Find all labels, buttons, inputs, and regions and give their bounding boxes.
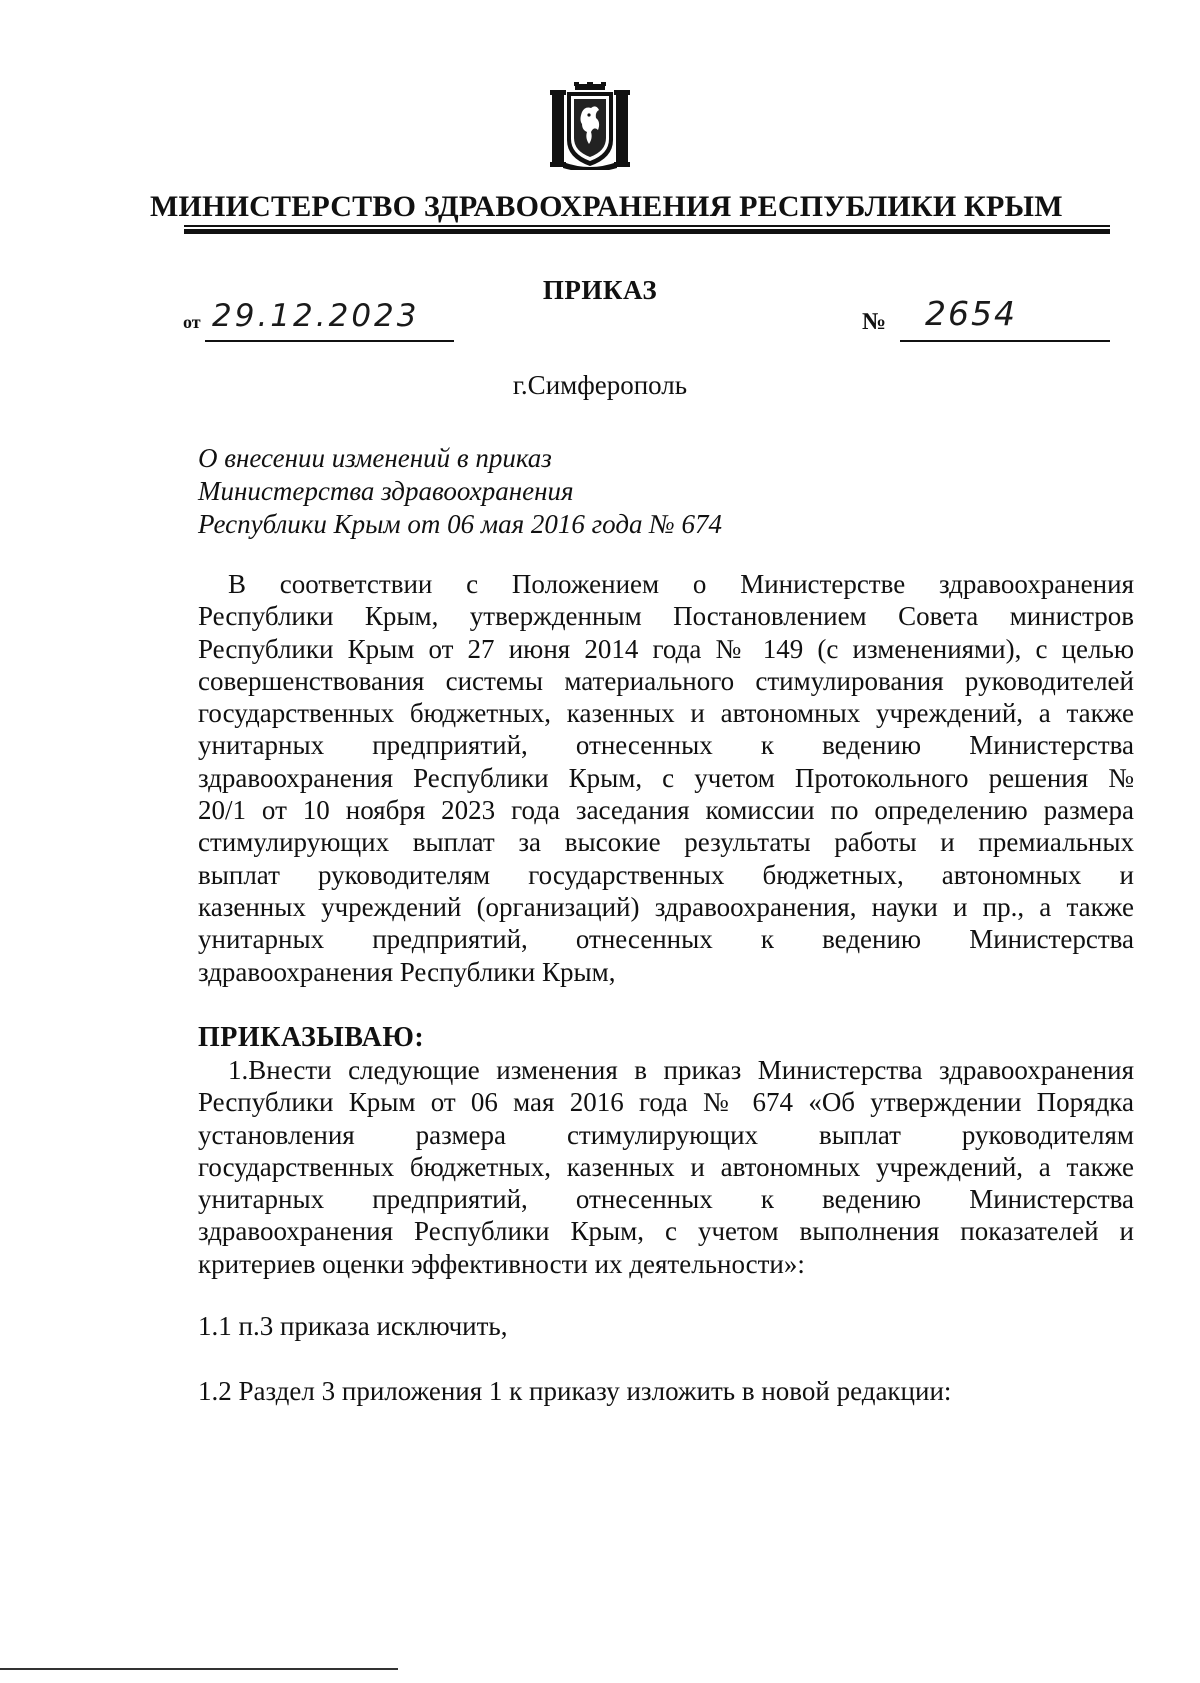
order-verb: ПРИКАЗЫВАЮ: [198, 1022, 425, 1053]
order-subject [198, 442, 898, 541]
ministry-name: МИНИСТЕРСТВО ЗДРАВООХРАНЕНИЯ РЕСПУБЛИКИ КРЫМ [150, 190, 1063, 223]
subject-line: Республики Крым от 06 мая 2016 года № 674 [198, 509, 722, 539]
preamble-line: В соответствии с Положением о Министерстве здравоохранения [228, 569, 1134, 599]
preamble-line: Республики Крым, утвержденным Постановлением Совета министров [198, 601, 1134, 632]
preamble-line: унитарных предприятий, отнесенных к ведению Министерства [198, 730, 1134, 761]
item-line: установления размера стимулирующих выплат руководителям [198, 1119, 1134, 1150]
preamble-line: совершенствования системы материального стимулирования руководителей [198, 665, 1134, 696]
order-item-1-1: 1.1 п.3 приказа исключить, [198, 1311, 508, 1341]
item-line: Республики Крым от 06 мая 2016 года № 674 «Об утверждении Порядка [198, 1087, 1134, 1118]
crimea-coat-of-arms-icon [549, 82, 631, 170]
preamble-line: стимулирующих выплат за высокие результаты работы и премиальных [198, 827, 1134, 858]
order-item-1 [198, 1054, 1134, 1280]
item-line: критериев оценки эффективности их деятельности»: [198, 1248, 805, 1279]
preamble-line: здравоохранения Республики Крым, с учетом Протокольного решения № [198, 762, 1134, 793]
item-line: 1.Внести следующие изменения в приказ Министерства здравоохранения [228, 1055, 1134, 1085]
date-underline [205, 340, 454, 342]
preamble-line: здравоохранения Республики Крым, [198, 956, 616, 987]
item-line: унитарных предприятий, отнесенных к ведению Министерства [198, 1184, 1134, 1215]
preamble-paragraph [198, 568, 1134, 988]
number-label: № [862, 309, 887, 335]
preamble-line: 20/1 от 10 ноября 2023 года заседания комиссии по определению размера [198, 795, 1134, 826]
preamble-line: казенных учреждений (организаций) здравоохранения, науки и пр., а также [198, 891, 1134, 922]
subject-line: О внесении изменений в приказ [198, 443, 552, 473]
city: г.Симферополь [512, 370, 688, 400]
header-divider-thick [184, 229, 1110, 234]
order-item-1-2: 1.2 Раздел 3 приложения 1 к приказу изложить в новой редакции: [198, 1376, 952, 1406]
number-handwritten: 2654 [925, 294, 1017, 333]
order-title: ПРИКАЗ [542, 275, 658, 305]
header-divider-thin [184, 225, 1110, 227]
date-prefix: от [183, 312, 201, 332]
date-handwritten: 29.12.2023 [212, 298, 420, 334]
number-underline [900, 340, 1110, 342]
preamble-line: выплат руководителям государственных бюджетных, автономных и [198, 859, 1134, 890]
preamble-line: государственных бюджетных, казенных и автономных учреждений, а также [198, 698, 1134, 729]
footer-divider [0, 1668, 398, 1670]
subject-line: Министерства здравоохранения [198, 476, 574, 506]
item-line: здравоохранения Республики Крым, с учетом выполнения показателей и [198, 1216, 1134, 1247]
item-line: государственных бюджетных, казенных и автономных учреждений, а также [198, 1151, 1134, 1182]
preamble-line: унитарных предприятий, отнесенных к ведению Министерства [198, 924, 1134, 955]
preamble-line: Республики Крым от 27 июня 2014 года № 149 (с изменениями), с целью [198, 633, 1134, 664]
